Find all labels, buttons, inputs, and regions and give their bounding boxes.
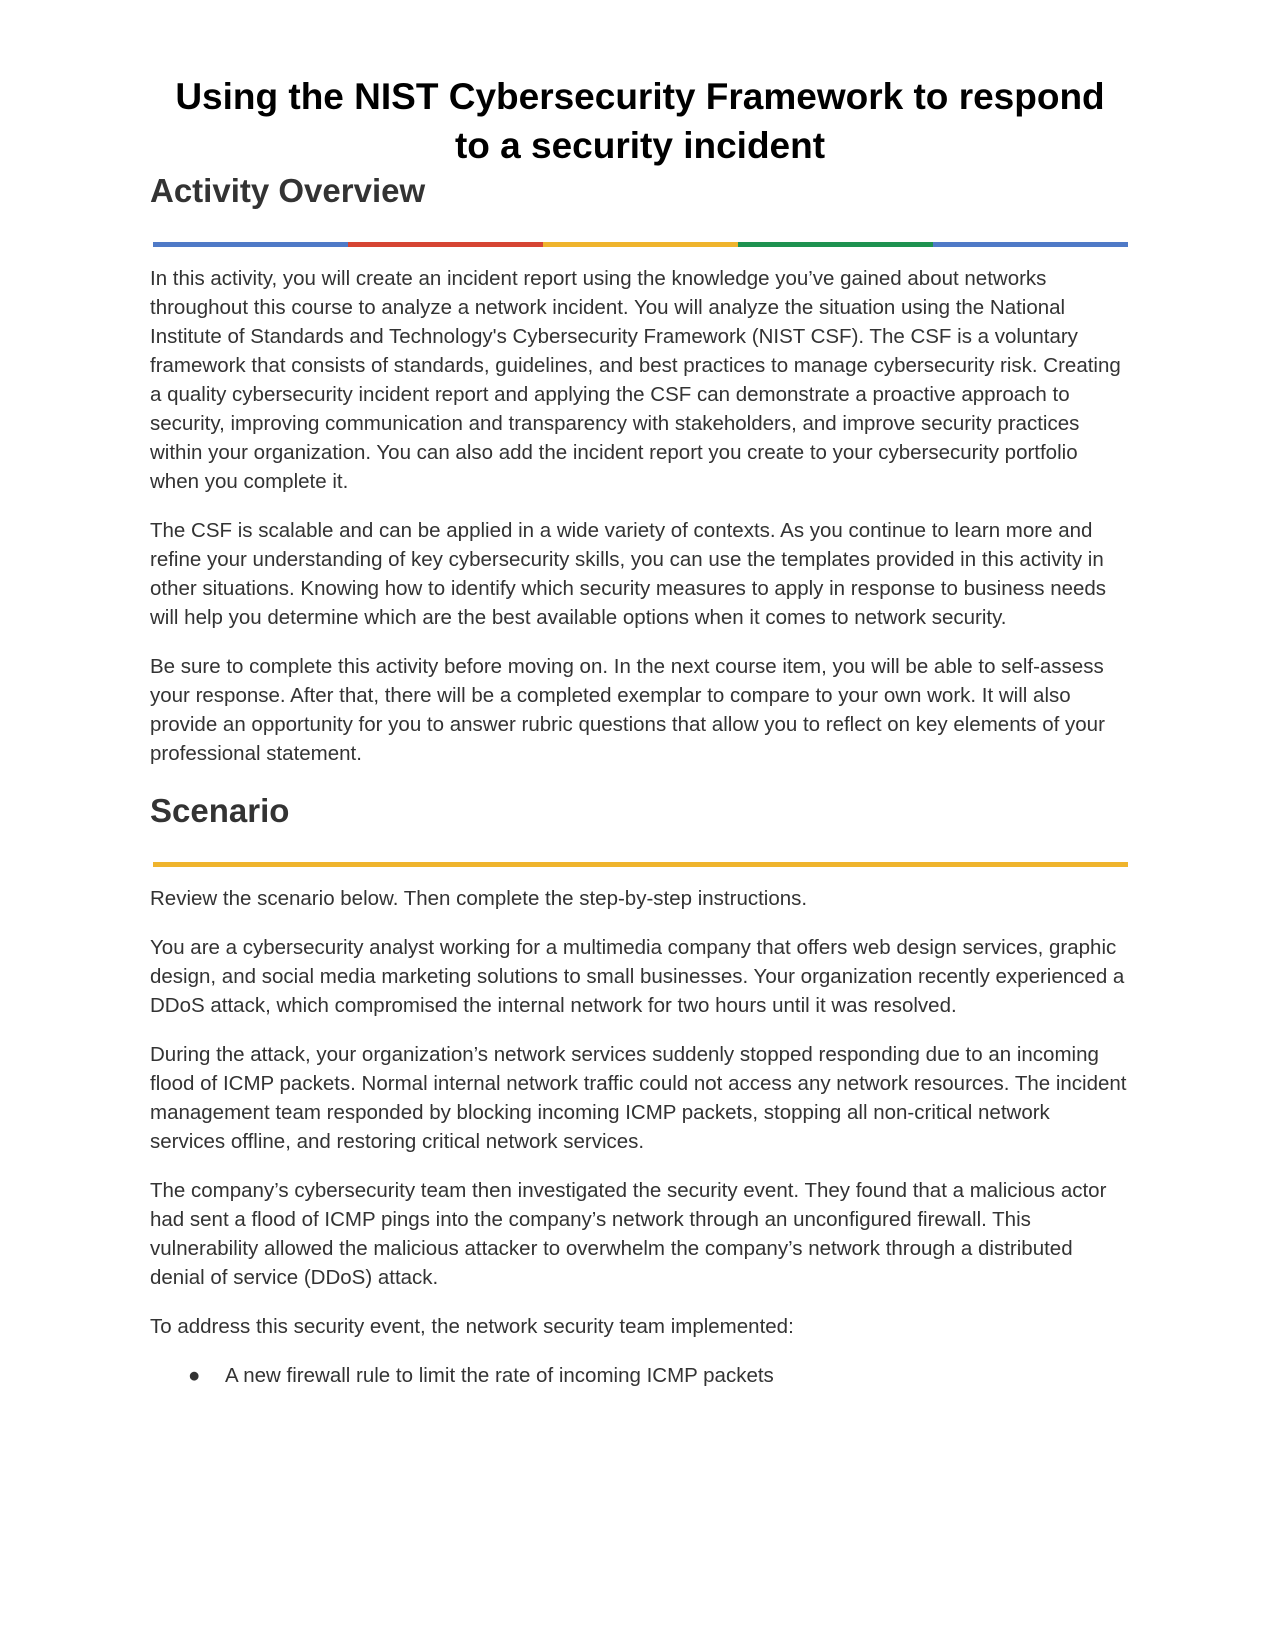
overview-paragraph-1: In this activity, you will create an incident report using the knowledge you’ve gained about networks throughout this course to analyze a network incident. You will analyze the situation using the National Institute of Standards and Technology's Cybersecurity Framework (NIST CSF). The CSF is a voluntary framework that consists of standards, guidelines, and best practices to manage cybersecurity risk. Creating a quality cybersecurity incident report and applying the CSF can demonstrate a proactive approach to security, improving communication and transparency with stakeholders, and improve security practices within your organization. You can also add the incident report you create to your cybersecurity portfolio when you complete it. bbox=[150, 267, 1121, 493]
remediation-list bbox=[150, 1361, 1130, 1390]
overview-paragraph-3: Be sure to complete this activity before moving on. In the next course item, you will be able to self-assess your response. After that, there will be a completed exemplar to compare to your own work. It will also provide an opportunity for you to answer rubric questions that allow you to reflect on key elements of your professional statement. bbox=[150, 655, 1105, 765]
divider-segment-yellow bbox=[543, 242, 738, 247]
scenario-divider bbox=[153, 862, 1128, 867]
overview-paragraph-2: The CSF is scalable and can be applied in a wide variety of contexts. As you continue to learn more and refine your understanding of key cybersecurity skills, you can use the templates provided in this activity in other situations. Knowing how to identify which security measures to apply in response to business needs will help you determine which are the best available options when it comes to network security. bbox=[150, 519, 1107, 629]
divider-segment-red bbox=[348, 242, 543, 247]
divider-segment-green bbox=[738, 242, 933, 247]
divider-segment-blue-2 bbox=[933, 242, 1128, 247]
document-title: Using the NIST Cybersecurity Framework to respond to a security incident bbox=[175, 76, 1105, 166]
overview-divider bbox=[153, 242, 1128, 247]
scenario-paragraph-4: The company’s cybersecurity team then investigated the security event. They found that a malicious actor had sent a flood of ICMP pings into the company’s network through an unconfigured firewall. This vulnerability allowed the malicious attacker to overwhelm the company’s network through a distributed denial of service (DDoS) attack. bbox=[150, 1179, 1107, 1289]
scenario-paragraph-5: To address this security event, the network security team implemented: bbox=[150, 1315, 794, 1338]
divider-segment-blue bbox=[153, 242, 348, 247]
scenario-paragraph-2: You are a cybersecurity analyst working for a multimedia company that offers web design services, graphic design, and social media marketing solutions to small businesses. Your organization recently experienced a DDoS attack, which compromised the internal network for two hours until it was resolved. bbox=[150, 936, 1125, 1017]
scenario-heading: Scenario bbox=[150, 792, 290, 829]
scenario-paragraph-3: During the attack, your organization’s network services suddenly stopped responding due to an incoming flood of ICMP packets. Normal internal network traffic could not access any network resources. The incident management team responded by blocking incoming ICMP packets, stopping all non-critical network services offline, and restoring critical network services. bbox=[150, 1043, 1127, 1153]
list-item bbox=[150, 1361, 1130, 1390]
activity-overview-heading: Activity Overview bbox=[150, 172, 426, 209]
list-item-text: A new firewall rule to limit the rate of incoming ICMP packets bbox=[225, 1364, 774, 1387]
bullet-icon: ● bbox=[188, 1364, 201, 1387]
document-page bbox=[150, 72, 1130, 1390]
scenario-paragraph-1: Review the scenario below. Then complete the step-by-step instructions. bbox=[150, 887, 808, 910]
